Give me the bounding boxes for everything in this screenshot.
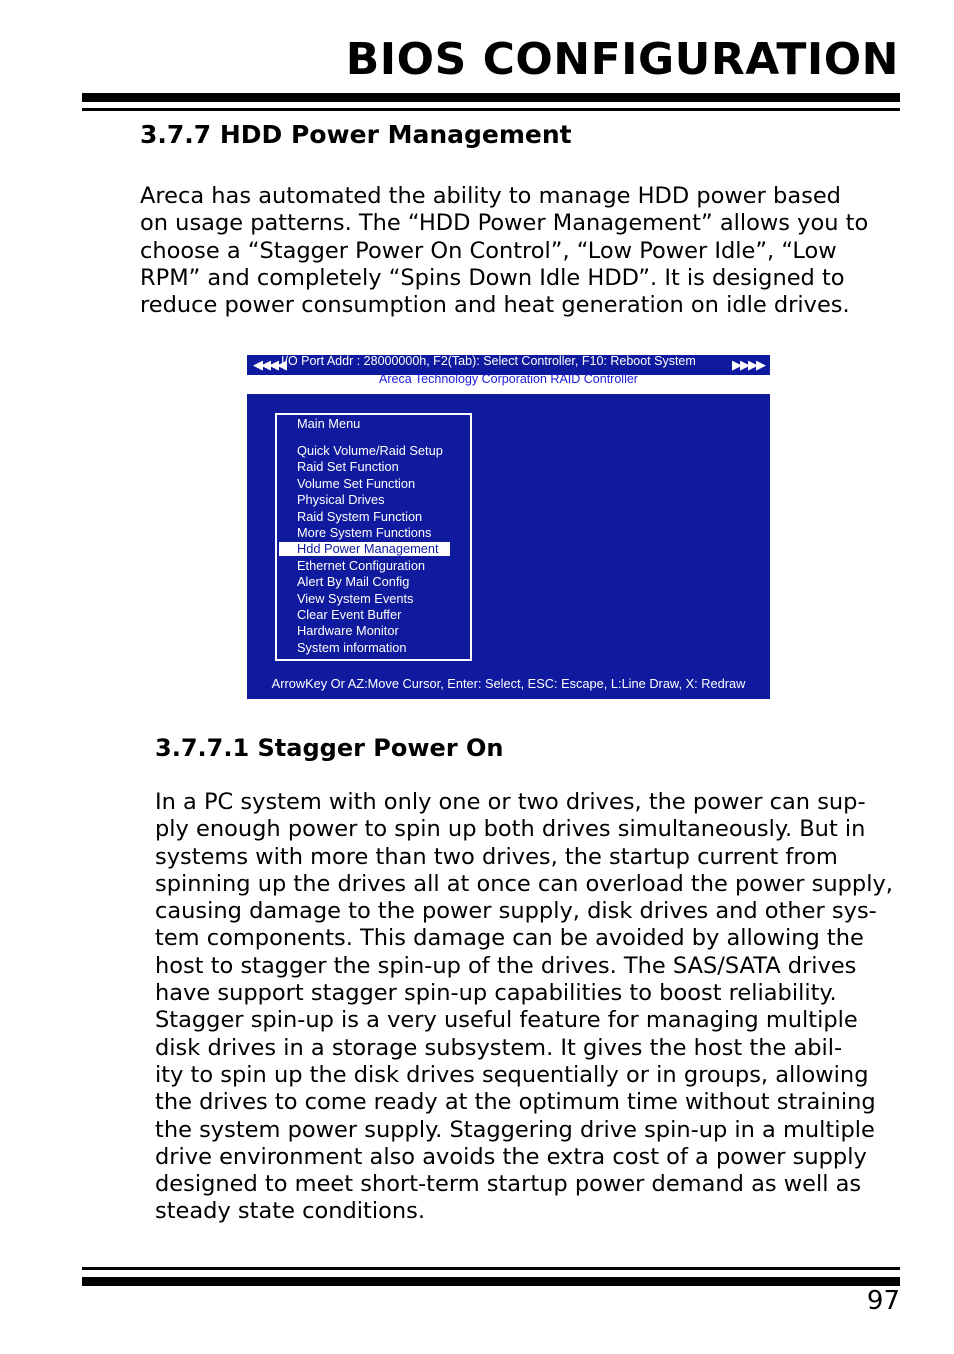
menu-item-raid-set-function[interactable]: Raid Set Function: [297, 459, 399, 475]
menu-item-volume-set-function[interactable]: Volume Set Function: [297, 475, 416, 491]
menu-item-ethernet-configuration[interactable]: Ethernet Configuration: [297, 557, 426, 573]
header-rule-thin: [82, 108, 900, 111]
subsection-heading: 3.7.7.1 Stagger Power On: [155, 734, 504, 762]
body-line: designed to meet short-term startup power demand as well as: [155, 1171, 862, 1198]
body-line: Stagger spin-up is a very useful feature for managing multiple: [155, 1007, 858, 1034]
arrows-right-icon: ▶▶▶▶: [732, 357, 764, 372]
intro-line: RPM” and completely “Spins Down Idle HDD”. It is designed to: [140, 264, 845, 291]
header-rule-thick: [82, 93, 900, 102]
arrows-left-icon: ◀◀◀◀: [253, 357, 285, 372]
menu-item-hardware-monitor[interactable]: Hardware Monitor: [297, 623, 399, 639]
body-line: systems with more than two drives, the startup current from: [155, 843, 838, 870]
bios-main-screen: [247, 394, 770, 699]
body-line: causing damage to the power supply, disk drives and other sys-: [155, 898, 877, 925]
body-paragraph: [155, 789, 893, 1226]
body-line: the drives to come ready at the optimum time without straining: [155, 1089, 876, 1116]
menu-item-view-system-events[interactable]: View System Events: [297, 590, 414, 606]
bios-topbar-text: I/O Port Addr : 28000000h, F2(Tab): Select Controller, F10: Reboot System: [281, 354, 696, 368]
menu-item-hdd-power-management[interactable]: Hdd Power Management: [279, 542, 450, 556]
menu-item-alert-by-mail-config[interactable]: Alert By Mail Config: [297, 574, 410, 590]
body-line: spinning up the drives all at once can overload the power supply,: [155, 870, 893, 897]
body-line: ity to spin up the disk drives sequentially or in groups, allowing: [155, 1061, 869, 1088]
intro-line: choose a “Stagger Power On Control”, “Low Power Idle”, “Low: [140, 237, 837, 264]
bios-footer-hint: ArrowKey Or AZ:Move Cursor, Enter: Select, ESC: Escape, L:Line Draw, X: Redraw: [271, 676, 746, 691]
body-line: tem components. This damage can be avoided by allowing the: [155, 925, 864, 952]
body-line: ply enough power to spin up both drives simultaneously. But in: [155, 816, 866, 843]
main-menu-title: Main Menu: [297, 416, 361, 431]
body-line: steady state conditions.: [155, 1198, 425, 1225]
intro-paragraph: [140, 183, 868, 319]
menu-item-raid-system-function[interactable]: Raid System Function: [297, 508, 423, 524]
bios-subtitle: Areca Technology Corporation RAID Controller: [379, 372, 638, 386]
menu-item-quick-volume-raid-setup[interactable]: Quick Volume/Raid Setup: [297, 443, 443, 458]
body-line: host to stagger the spin-up of the drives. The SAS/SATA drives: [155, 952, 857, 979]
intro-line: Areca has automated the ability to manage HDD power based: [140, 183, 841, 209]
body-line: have support stagger spin-up capabilities to boost reliability.: [155, 980, 837, 1007]
body-line: In a PC system with only one or two drives, the power can sup-: [155, 789, 866, 815]
menu-item-physical-drives[interactable]: Physical Drives: [297, 492, 385, 508]
footer-rule-thick: [82, 1277, 900, 1286]
body-line: drive environment also avoids the extra cost of a power supply: [155, 1143, 867, 1170]
menu-item-more-system-functions[interactable]: More System Functions: [297, 525, 432, 540]
intro-line: on usage patterns. The “HDD Power Management” allows you to: [140, 210, 869, 237]
page-header-title: BIOS CONFIGURATION: [345, 34, 899, 85]
footer-rule-thin: [82, 1267, 900, 1270]
intro-line: reduce power consumption and heat generation on idle drives.: [140, 292, 850, 319]
body-line: the system power supply. Staggering drive spin-up in a multiple: [155, 1116, 875, 1143]
menu-item-clear-event-buffer[interactable]: Clear Event Buffer: [297, 607, 402, 622]
menu-item-system-information[interactable]: System information: [297, 639, 407, 655]
page-number: 97: [866, 1286, 900, 1316]
section-heading: 3.7.7 HDD Power Management: [140, 120, 572, 149]
body-line: disk drives in a storage subsystem. It gives the host the abil-: [155, 1034, 843, 1061]
